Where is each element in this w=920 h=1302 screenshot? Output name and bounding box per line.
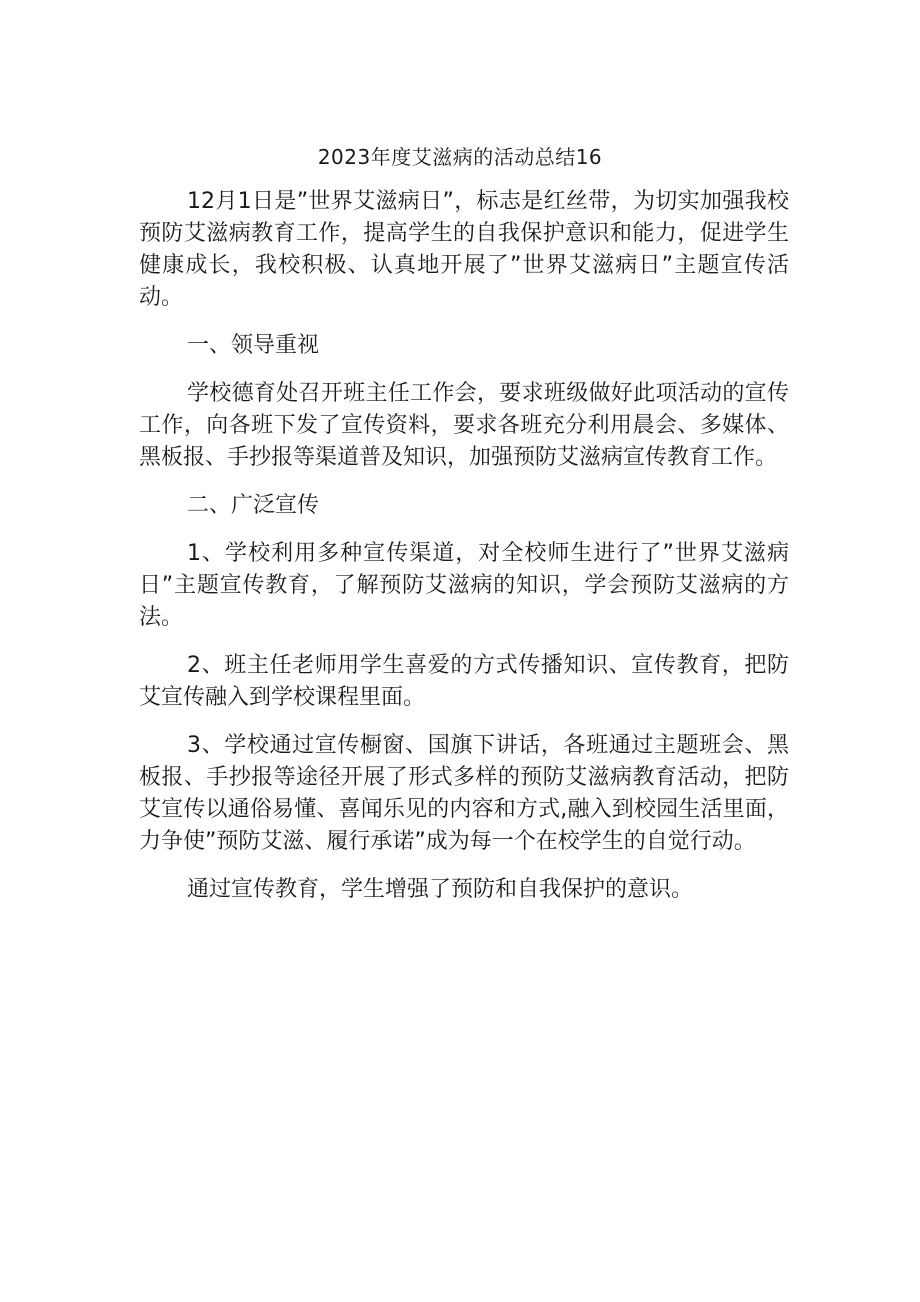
section-heading-leadership: 一、领导重视 (187, 333, 320, 358)
document-title: 2023年度艾滋病的活动总结16 (317, 145, 603, 169)
paragraph-intro: 12月1日是”世界艾滋病日”，标志是红丝带，为切实加强我校预防艾滋病教育工作，提高学生的自我保护意识和能力，促进学生健康成长，我校积极、认真地开展了”世界艾滋病日”主题宣传活动。 (139, 189, 789, 310)
paragraph-publicity-3: 3、学校通过宣传橱窗、国旗下讲话，各班通过主题班会、黑板报、手抄报等途径开展了形式多样的预防艾滋病教育活动，把防艾宣传以通俗易懂、喜闻乐见的内容和方式,融入到校园生活里面，力争使”预防艾滋、履行承诺”成为每一个在校学生的自觉行动。 (139, 733, 789, 854)
section-heading-publicity: 二、广泛宣传 (187, 493, 320, 518)
document-body (139, 186, 789, 922)
paragraph-publicity-1: 1、学校利用多种宣传渠道，对全校师生进行了”世界艾滋病日”主题宣传教育，了解预防艾滋病的知识，学会预防艾滋病的方法。 (139, 541, 789, 630)
paragraph-conclusion: 通过宣传教育，学生增强了预防和自我保护的意识。 (187, 877, 694, 902)
paragraph-publicity-2: 2、班主任老师用学生喜爱的方式传播知识、宣传教育，把防艾宣传融入到学校课程里面。 (139, 653, 789, 710)
paragraph-leadership: 学校德育处召开班主任工作会，要求班级做好此项活动的宣传工作，向各班下发了宣传资料，要求各班充分利用晨会、多媒体、黑板报、手抄报等渠道普及知识，加强预防艾滋病宣传教育工作。 (139, 381, 789, 470)
